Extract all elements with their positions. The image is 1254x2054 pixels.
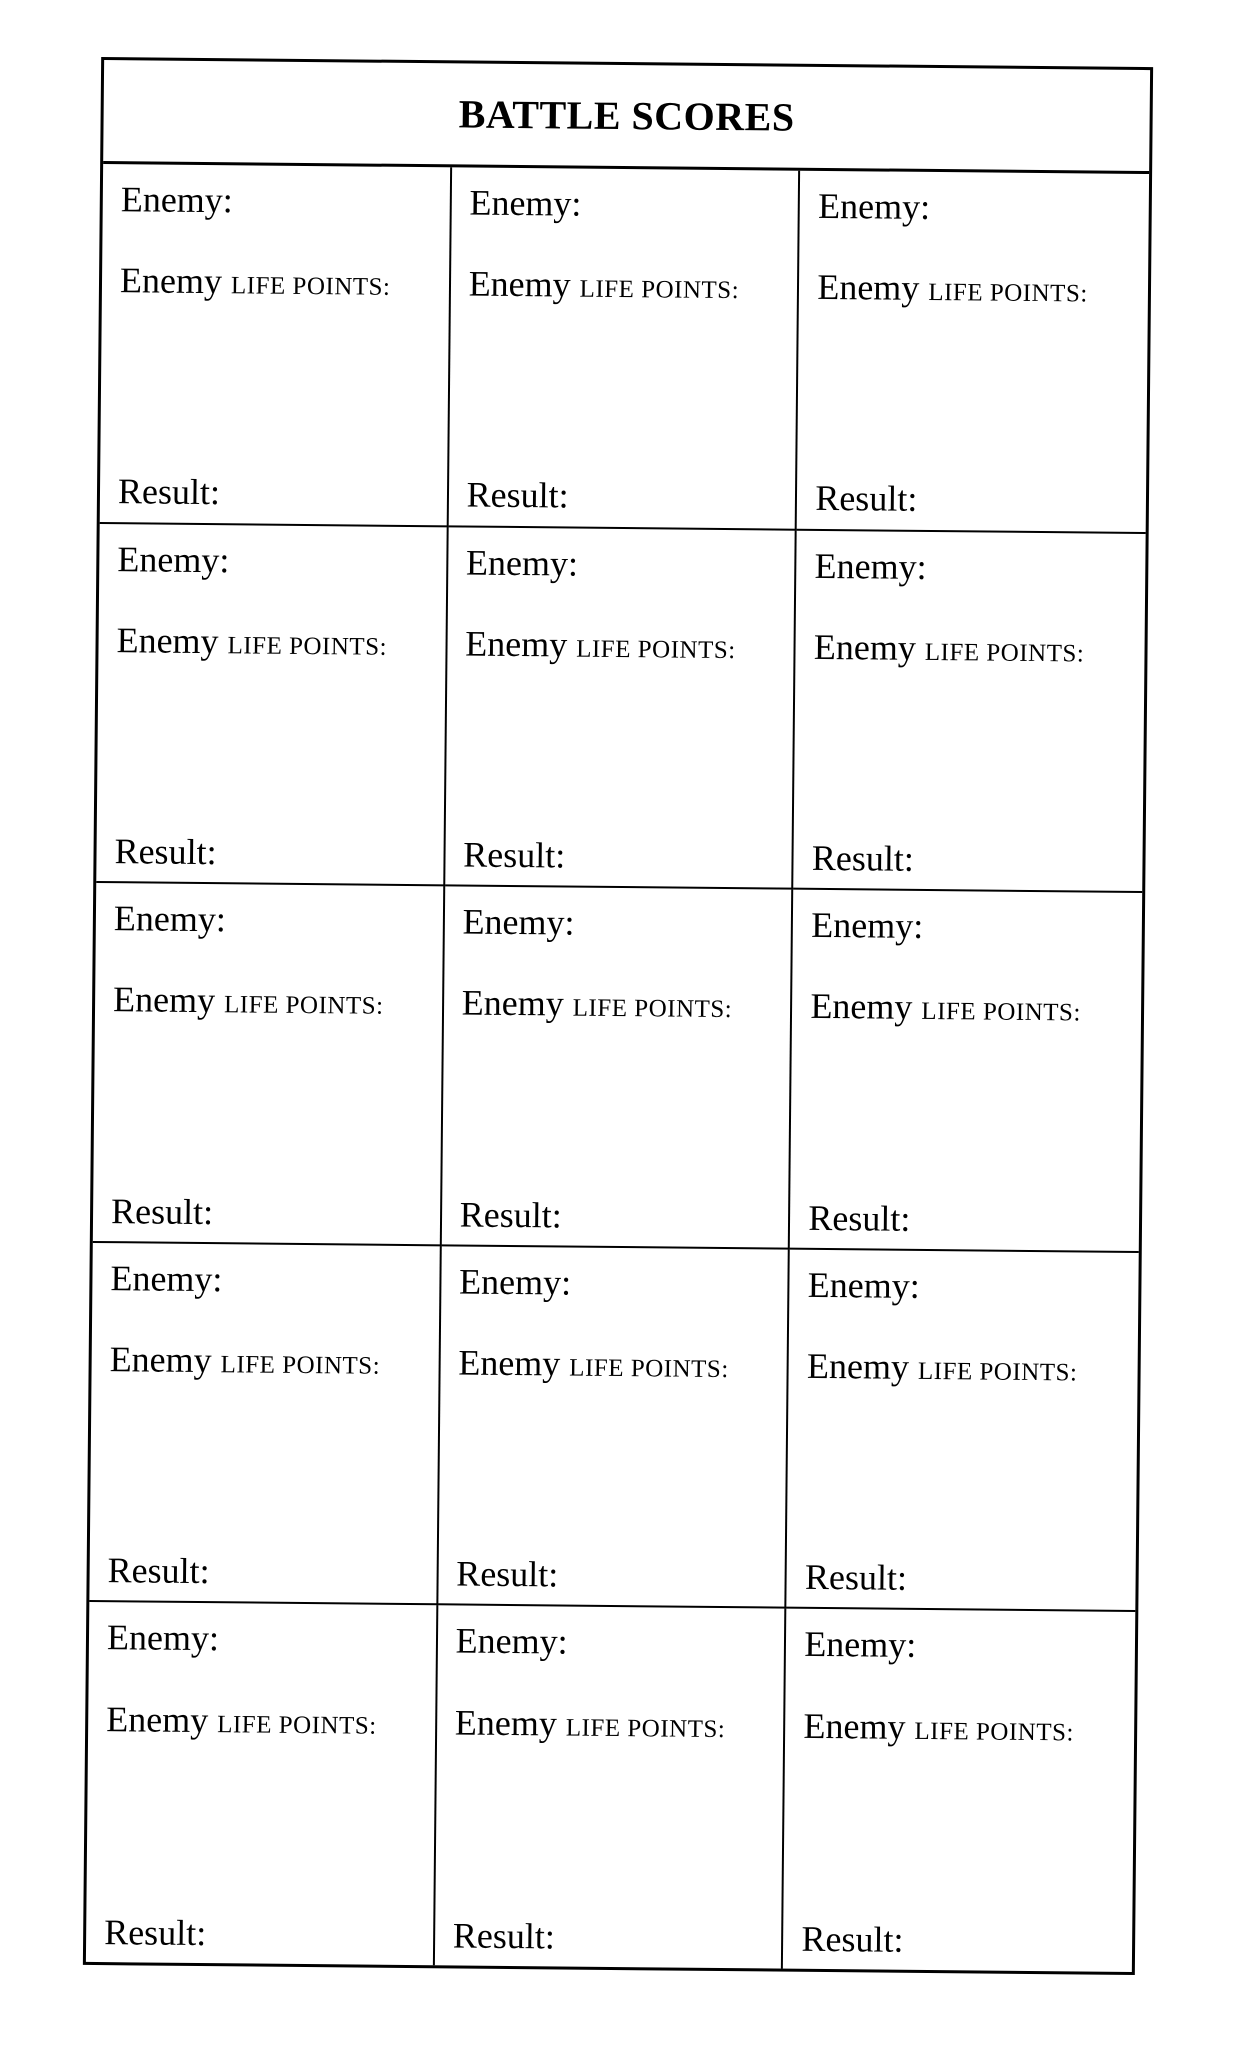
life-points-prefix: Enemy bbox=[813, 626, 917, 668]
result-label: Result: bbox=[110, 1190, 214, 1232]
life-points-suffix: LIFE POINTS: bbox=[917, 1357, 1078, 1387]
score-box bbox=[448, 167, 800, 530]
life-points-label bbox=[807, 1345, 1120, 1391]
life-points-prefix: Enemy bbox=[458, 1342, 561, 1384]
enemy-label: Enemy: bbox=[807, 1264, 920, 1306]
enemy-label: Enemy: bbox=[113, 898, 227, 940]
score-box bbox=[96, 524, 448, 887]
battle-scores-sheet bbox=[83, 57, 1153, 1975]
score-box bbox=[435, 1606, 787, 1969]
score-box bbox=[438, 1246, 790, 1609]
life-points-suffix: LIFE POINTS: bbox=[924, 638, 1085, 668]
life-points-label bbox=[462, 982, 773, 1028]
score-box bbox=[86, 1602, 438, 1965]
enemy-label: Enemy: bbox=[814, 545, 927, 587]
life-points-label bbox=[817, 266, 1130, 312]
score-box bbox=[445, 527, 797, 890]
life-points-suffix: LIFE POINTS: bbox=[921, 998, 1081, 1027]
life-points-prefix: Enemy bbox=[116, 619, 219, 661]
enemy-label: Enemy: bbox=[462, 901, 575, 943]
life-points-label bbox=[468, 263, 779, 309]
life-points-suffix: LIFE POINTS: bbox=[217, 1710, 377, 1740]
score-box bbox=[89, 1243, 441, 1606]
result-label: Result: bbox=[452, 1915, 556, 1957]
life-points-prefix: Enemy bbox=[468, 263, 571, 305]
life-points-label bbox=[465, 622, 776, 668]
result-label: Result: bbox=[801, 1918, 904, 1960]
result-label: Result: bbox=[463, 834, 566, 876]
enemy-label: Enemy: bbox=[469, 182, 582, 224]
life-points-label bbox=[113, 979, 424, 1025]
result-label: Result: bbox=[117, 471, 221, 513]
life-points-prefix: Enemy bbox=[803, 1705, 906, 1747]
result-label: Result: bbox=[808, 1197, 911, 1239]
life-points-suffix: LIFE POINTS: bbox=[576, 635, 736, 664]
enemy-label: Enemy: bbox=[120, 179, 233, 221]
score-box bbox=[100, 164, 452, 527]
enemy-label: Enemy: bbox=[455, 1620, 568, 1662]
life-points-suffix: LIFE POINTS: bbox=[572, 994, 733, 1024]
life-points-label bbox=[116, 619, 427, 665]
score-box bbox=[797, 171, 1149, 534]
life-points-prefix: Enemy bbox=[112, 979, 216, 1021]
life-points-suffix: LIFE POINTS: bbox=[569, 1354, 729, 1384]
result-label: Result: bbox=[466, 474, 569, 516]
result-label: Result: bbox=[459, 1194, 562, 1236]
enemy-label: Enemy: bbox=[117, 538, 230, 580]
life-points-label bbox=[458, 1341, 769, 1387]
life-points-suffix: LIFE POINTS: bbox=[220, 1351, 381, 1380]
result-label: Result: bbox=[114, 831, 217, 873]
page-title: BATTLE SCORES bbox=[458, 91, 795, 140]
life-points-suffix: LIFE POINTS: bbox=[565, 1714, 726, 1743]
life-points-suffix: LIFE POINTS: bbox=[223, 991, 384, 1021]
score-box bbox=[794, 530, 1146, 893]
result-label: Result: bbox=[456, 1553, 559, 1595]
enemy-label: Enemy: bbox=[110, 1257, 223, 1300]
life-points-prefix: Enemy bbox=[454, 1702, 558, 1744]
life-points-suffix: LIFE POINTS: bbox=[579, 275, 740, 305]
life-points-label bbox=[109, 1338, 420, 1384]
enemy-label: Enemy: bbox=[458, 1261, 572, 1303]
enemy-label: Enemy: bbox=[465, 542, 579, 584]
life-points-prefix: Enemy bbox=[109, 1339, 212, 1381]
life-points-label bbox=[814, 626, 1127, 672]
life-points-label bbox=[803, 1704, 1116, 1750]
score-box bbox=[441, 887, 793, 1250]
result-label: Result: bbox=[103, 1911, 207, 1953]
life-points-prefix: Enemy bbox=[806, 1345, 910, 1387]
enemy-label: Enemy: bbox=[817, 185, 931, 227]
life-points-label bbox=[455, 1701, 766, 1747]
life-points-label bbox=[810, 985, 1123, 1031]
score-box bbox=[790, 890, 1142, 1253]
score-box bbox=[787, 1249, 1139, 1612]
life-points-prefix: Enemy bbox=[810, 986, 913, 1028]
score-box bbox=[783, 1609, 1135, 1972]
life-points-prefix: Enemy bbox=[119, 260, 223, 302]
result-label: Result: bbox=[107, 1550, 210, 1592]
life-points-suffix: LIFE POINTS: bbox=[914, 1717, 1075, 1746]
life-points-label bbox=[120, 259, 431, 305]
life-points-suffix: LIFE POINTS: bbox=[227, 632, 388, 661]
result-label: Result: bbox=[804, 1557, 908, 1599]
life-points-prefix: Enemy bbox=[106, 1698, 209, 1740]
result-label: Result: bbox=[811, 837, 915, 879]
result-label: Result: bbox=[815, 478, 918, 520]
enemy-label: Enemy: bbox=[106, 1617, 220, 1659]
battle-score-grid bbox=[86, 164, 1149, 1972]
life-points-prefix: Enemy bbox=[465, 623, 568, 665]
life-points-prefix: Enemy bbox=[817, 267, 920, 309]
life-points-suffix: LIFE POINTS: bbox=[928, 279, 1088, 308]
life-points-label bbox=[106, 1698, 417, 1744]
life-points-suffix: LIFE POINTS: bbox=[230, 272, 391, 301]
life-points-prefix: Enemy bbox=[461, 982, 564, 1024]
enemy-label: Enemy: bbox=[811, 905, 924, 947]
score-box bbox=[93, 883, 445, 1246]
enemy-label: Enemy: bbox=[804, 1624, 917, 1666]
title-bar bbox=[103, 60, 1150, 174]
